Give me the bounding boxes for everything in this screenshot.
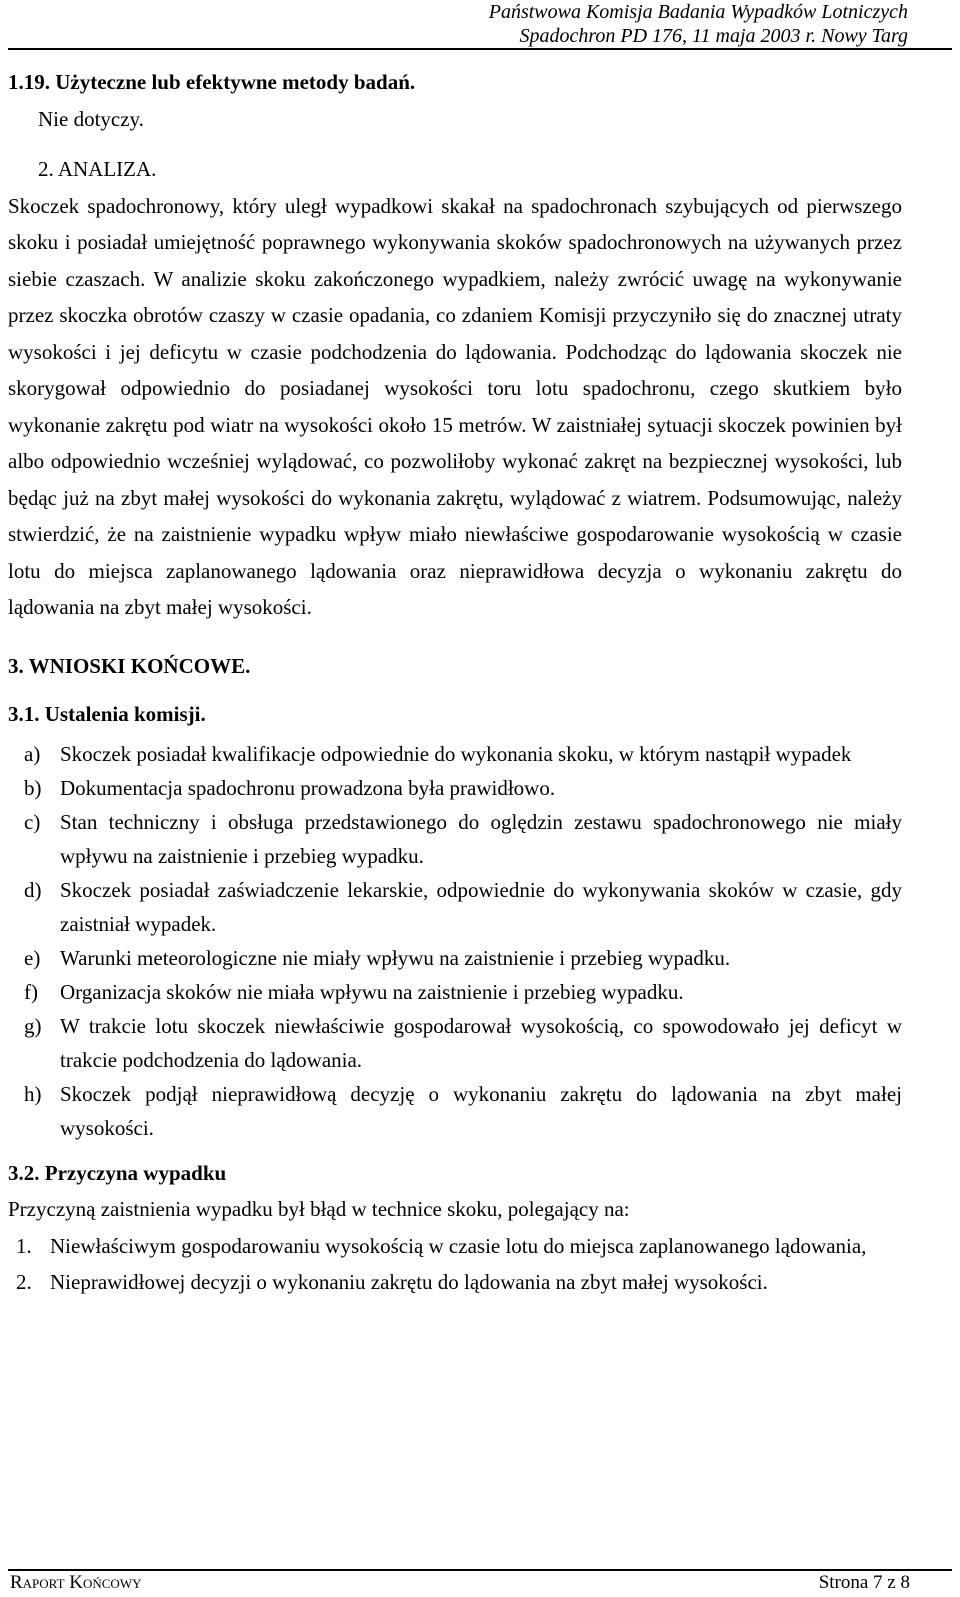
cause-marker: 1. bbox=[16, 1233, 32, 1258]
finding-item bbox=[8, 941, 902, 975]
section-1-19-heading: 1.19. Użyteczne lub efektywne metody badań. bbox=[8, 70, 416, 94]
document-body bbox=[8, 64, 902, 1301]
finding-marker: g) bbox=[24, 1013, 42, 1038]
cause-item bbox=[8, 1264, 902, 1301]
page-footer bbox=[8, 1569, 952, 1597]
finding-text: W trakcie lotu skoczek niewłaściwie gospodarował wysokością, co spowodowało jej deficyt w trakcie podchodzenia do lądowania. bbox=[60, 1013, 902, 1072]
section-3-1-heading: 3.1. Ustalenia komisji. bbox=[8, 702, 206, 726]
finding-text: Skoczek posiadał kwalifikacje odpowiednie do wykonania skoku, w którym nastąpił wypadek bbox=[60, 741, 852, 766]
findings-list bbox=[8, 737, 902, 1145]
finding-marker: c) bbox=[24, 809, 41, 834]
finding-marker: d) bbox=[24, 877, 42, 902]
cause-list bbox=[8, 1228, 902, 1301]
finding-item bbox=[8, 1009, 902, 1077]
cause-text: Nieprawidłowej decyzji o wykonaniu zakrętu do lądowania na zbyt małej wysokości. bbox=[50, 1270, 768, 1294]
finding-item bbox=[8, 975, 902, 1009]
finding-item bbox=[8, 805, 902, 873]
footer-page-number: Strona 7 z 8 bbox=[818, 1572, 910, 1593]
finding-marker: a) bbox=[24, 741, 41, 766]
finding-marker: e) bbox=[24, 945, 41, 970]
cause-marker: 2. bbox=[16, 1270, 32, 1294]
finding-item bbox=[8, 873, 902, 941]
finding-item bbox=[8, 737, 902, 771]
finding-marker: h) bbox=[24, 1081, 42, 1106]
header-line-1: Państwowa Komisja Badania Wypadków Lotniczych bbox=[488, 1, 908, 23]
section-3-2-heading: 3.2. Przyczyna wypadku bbox=[8, 1160, 227, 1185]
cause-item bbox=[8, 1228, 902, 1265]
finding-item bbox=[8, 1077, 902, 1145]
finding-text: Dokumentacja spadochronu prowadzona była prawidłowo. bbox=[60, 775, 556, 800]
finding-marker: b) bbox=[24, 775, 42, 800]
cause-text: Niewłaściwym gospodarowaniu wysokością w czasie lotu do miejsca zaplanowanego lądowania, bbox=[50, 1233, 867, 1258]
section-2-heading: 2. ANALIZA. bbox=[38, 157, 157, 181]
page-header bbox=[8, 0, 952, 50]
finding-text: Warunki meteorologiczne nie miały wpływu na zaistnienie i przebieg wypadku. bbox=[60, 945, 731, 970]
section-3-heading: 3. WNIOSKI KOŃCOWE. bbox=[8, 653, 251, 678]
finding-text: Skoczek posiadał zaświadczenie lekarskie, odpowiednie do wykonywania skoków w czasie, gdy zaistniał wypadek. bbox=[60, 877, 902, 936]
finding-text: Skoczek podjął nieprawidłową decyzję o wykonaniu zakrętu do lądowania na zbyt małej wysokości. bbox=[60, 1081, 902, 1140]
finding-text: Organizacja skoków nie miała wpływu na zaistnienie i przebieg wypadku. bbox=[60, 979, 684, 1004]
section-1-19-text: Nie dotyczy. bbox=[38, 106, 144, 131]
finding-item bbox=[8, 771, 902, 805]
finding-text: Stan techniczny i obsługa przedstawionego do oględzin zestawu spadochronowego nie miały wpływu na zaistnienie i przebieg wypadku. bbox=[60, 809, 902, 868]
section-3-2-intro: Przyczyną zaistnienia wypadku był błąd w technice skoku, polegający na: bbox=[8, 1197, 630, 1221]
finding-marker: f) bbox=[24, 979, 38, 1004]
footer-report-title: Raport Końcowy bbox=[10, 1572, 142, 1593]
header-line-2: Spadochron PD 176, 11 maja 2003 r. Nowy Targ bbox=[519, 25, 908, 47]
section-2-text: Skoczek spadochronowy, który uległ wypadkowi skakał na spadochronach szybujących od pierwszego skoku i posiadał umiejętność poprawnego wykonywania skoków spadochronowych na używanych przez siebie czaszach. W analizie skoku zakończonego wypadkiem, należy zwrócić uwagę na wykonywanie przez skoczka obrotów czaszy w czasie opadania, co zdaniem Komisji przyczyniło się do znacznej utraty wysokości i jej deficytu w czasie podchodzenia do lądowania. Podchodząc do lądowania skoczek nie skorygował odpowiednio do posiadanej wysokości toru lotu spadochronu, czego skutkiem było wykonanie zakrętu pod wiatr na wysokości około 15 metrów. W zaistniałej sytuacji skoczek powinien był albo odpowiednio wcześniej wylądować, co pozwoliłoby wykonać zakręt na bezpiecznej wysokości, lub będąc już na zbyt małej wysokości do wykonania zakrętu, wylądować z wiatrem. Podsumowując, należy stwierdzić, że na zaistnienie wypadku wpływ miało niewłaściwe gospodarowanie wysokością w czasie lotu do miejsca zaplanowanego lądowania oraz nieprawidłowa decyzja o wykonaniu zakrętu do lądowania na zbyt małej wysokości. bbox=[8, 193, 902, 619]
